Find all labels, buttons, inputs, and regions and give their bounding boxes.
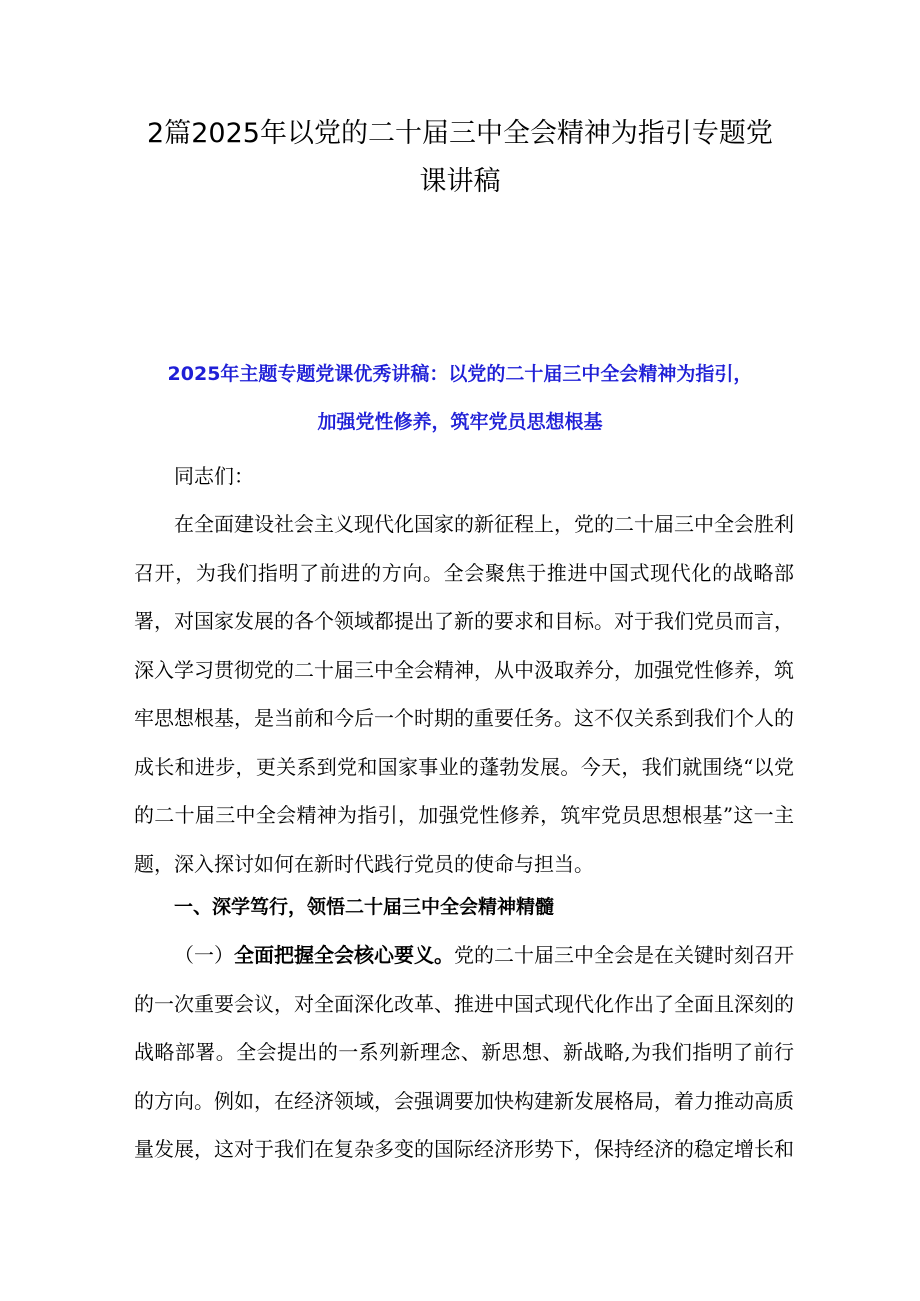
- greeting-text: 同志们：: [174, 464, 254, 488]
- document-title: [118, 110, 802, 206]
- document-title-line2: 课讲稿: [419, 166, 501, 197]
- section-subtitle-line1: 2025年主题专题党课优秀讲稿：以党的二十届三中全会精神为指引，: [167, 363, 753, 385]
- section-heading-1: 一、深学笃行，领悟二十届三中全会精神精髓: [174, 896, 555, 918]
- intro-paragraph: 在全面建设社会主义现代化国家的新征程上，党的二十届三中全会胜利召开，为我们指明了前进的方向。全会聚焦于推进中国式现代化的战略部署，对国家发展的各个领域都提出了新的要求和目标。对于我们党员而言，深入学习贯彻党的二十届三中全会精神，从中汲取养分，加强党性修养，筑牢思想根基，是当前和今后一个时期的重要任务。这不仅关系到我们个人的成长和进步，更关系到党和国家事业的蓬勃发展。今天，我们就围绕“以党的二十届三中全会精神为指引，加强党性修养，筑牢党员思想根基”这一主题，深入探讨如何在新时代践行党员的使命与担当。: [134, 512, 794, 876]
- subsection-paragraph-1: [134, 931, 794, 1174]
- subsection-body: 党的二十届三中全会是在关键时刻召开的一次重要会议，对全面深化改革、推进中国式现代化作出了全面且深刻的战略部署。全会提出的一系列新理念、新思想、新战略,为我们指明了前行的方向。例如，在经济领域，会强调要加快构建新发展格局，着力推动高质量发展，这对于我们在复杂多变的国际经济形势下，保持经济的稳定增长和: [134, 943, 794, 1161]
- section-subtitle-line2: 加强党性修养，筑牢党员思想根基: [317, 411, 603, 433]
- subsection-number: （一）: [174, 943, 234, 967]
- document-title-line1: 2篇2025年以党的二十届三中全会精神为指引专题党: [147, 118, 773, 149]
- subsection-lead: 全面把握全会核心要义。: [234, 943, 454, 967]
- greeting: [134, 452, 794, 501]
